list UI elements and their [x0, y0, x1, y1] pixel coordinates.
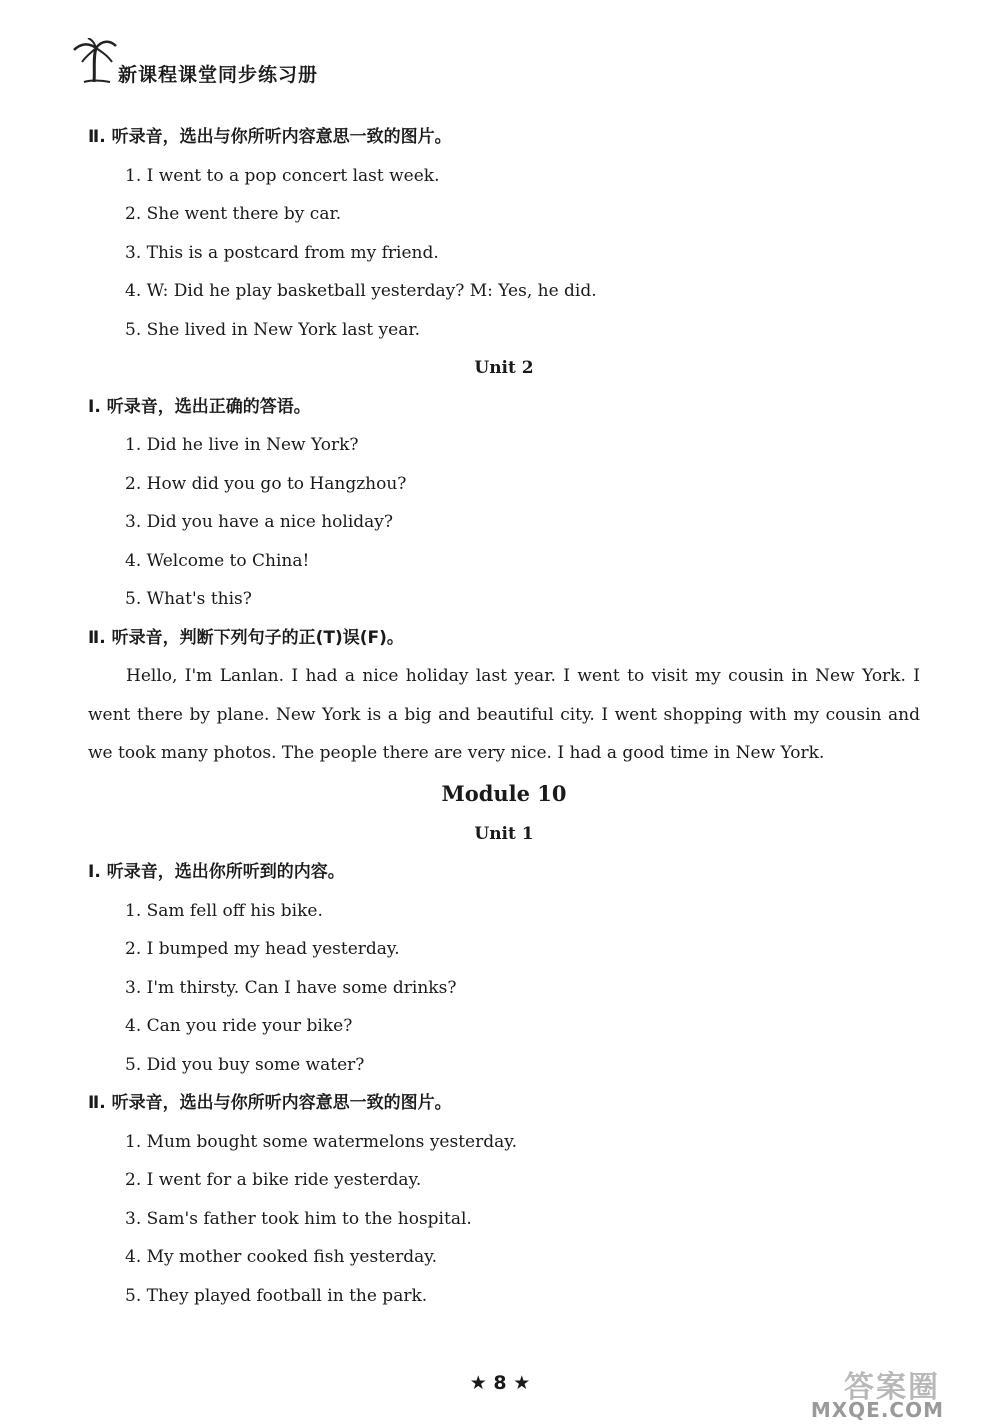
listening-item: 3. This is a postcard from my friend.	[125, 242, 439, 263]
page-number: ★ 8 ★	[469, 1372, 531, 1394]
listening-item: 3. Sam's father took him to the hospital.	[125, 1208, 472, 1229]
listening-item: 5. She lived in New York last year.	[125, 319, 420, 340]
watermark	[804, 1362, 944, 1422]
listening-item: 5. Did you buy some water?	[125, 1054, 365, 1075]
exercise-heading: Ⅰ. 听录音，选出正确的答语。	[88, 396, 311, 417]
listening-item: 4. Welcome to China!	[125, 550, 310, 571]
listening-item: 2. I bumped my head yesterday.	[125, 939, 400, 959]
exercise-heading: Ⅱ. 听录音，选出与你所听内容意思一致的图片。	[88, 1093, 452, 1113]
listening-item: 5. They played football in the park.	[125, 1285, 428, 1306]
page-header	[70, 38, 370, 86]
listening-item: 5. What's this?	[125, 589, 252, 609]
listening-item: 1. I went to a pop concert last week.	[125, 165, 440, 186]
module-title: Module 10	[441, 780, 567, 806]
exercise-heading: Ⅱ. 听录音，判断下列句子的正(T)误(F)。	[88, 627, 404, 648]
listening-item: 4. Can you ride your bike?	[125, 1016, 353, 1036]
watermark-text: MXQE.COM	[810, 1398, 944, 1422]
palm-tree-icon	[70, 38, 120, 84]
listening-item: 2. She went there by car.	[125, 204, 342, 224]
book-title: 新课程课堂同步练习册	[118, 64, 319, 86]
listening-item: 1. Mum bought some watermelons yesterday.	[125, 1131, 517, 1152]
unit-title: Unit 1	[474, 823, 534, 844]
listening-item: 4. My mother cooked fish yesterday.	[125, 1247, 437, 1267]
listening-item: 1. Sam fell off his bike.	[125, 900, 323, 921]
passage-paragraph: Hello, I'm Lanlan. I had a nice holiday last year. I went to visit my cousin in New York. I went there by plane. New York is a big and beautiful city. I went shopping with my cousin and we took many photos. The people there are very nice. I had a good time in New York.	[88, 666, 920, 763]
listening-item: 2. How did you go to Hangzhou?	[125, 473, 407, 494]
watermark-logo: 答案圈	[844, 1370, 940, 1405]
listening-item: 2. I went for a bike ride yesterday.	[125, 1170, 422, 1190]
listening-item: 1. Did he live in New York?	[125, 435, 359, 455]
listening-item: 3. I'm thirsty. Can I have some drinks?	[125, 977, 457, 998]
page-content	[88, 118, 920, 1315]
exercise-heading: Ⅱ. 听录音，选出与你所听内容意思一致的图片。	[88, 127, 452, 147]
unit-title: Unit 2	[474, 358, 534, 378]
exercise-heading: Ⅰ. 听录音，选出你所听到的内容。	[88, 862, 345, 882]
listening-item: 3. Did you have a nice holiday?	[125, 512, 394, 532]
listening-item: 4. W: Did he play basketball yesterday? M: Yes, he did.	[125, 281, 597, 301]
